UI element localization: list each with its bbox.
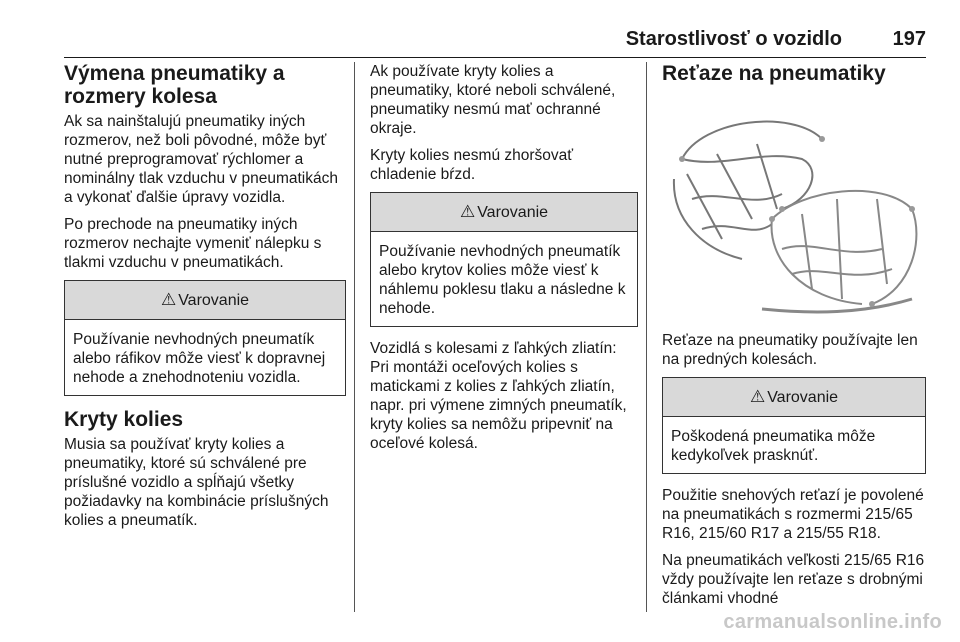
warning-icon: ⚠ (749, 387, 766, 406)
warning-text: Používanie nevhodných pneumatík alebo ráfikov môže viesť k dopravnej nehode a znehodnoteniu vozidla. (73, 331, 326, 386)
warning-box (370, 192, 638, 327)
paragraph: Kryty kolies nesmú zhoršovať chladenie bŕzd. (370, 147, 574, 183)
warning-icon: ⚠ (160, 290, 177, 309)
column-divider (646, 62, 647, 612)
paragraph: Vozidlá s kolesami z ľahkých zliatín: Pri montáži oceľových kolies s matickami z kolies z ľahkých zliatín, napr. pri výmene zimných pneumatík, kryty kolies sa nemôžu pripevniť na oceľové kolesá. (370, 340, 627, 452)
warning-label: Varovanie (178, 292, 250, 309)
warning-icon: ⚠ (459, 202, 476, 221)
section-heading-tires: Výmena pneumatiky a rozmery kolesa (64, 62, 285, 108)
column-1 (64, 62, 346, 538)
warning-text: Poškodená pneumatika môže kedykoľvek prasknúť. (671, 428, 876, 464)
warning-header (65, 281, 345, 320)
warning-text: Používanie nevhodných pneumatík alebo krytov kolies môže viesť k náhlemu poklesu tlaku a následne k nehode. (379, 243, 626, 317)
column-divider (354, 62, 355, 612)
paragraph: Ak sa nainštalujú pneumatiky iných rozmerov, než boli pôvodné, môže byť nutné preprogramovať rýchlomer a nominálny tlak vzduchu v pneumatikách a vykonať ďalšie úpravy vozidla. (64, 113, 338, 206)
paragraph: Ak používate kryty kolies a pneumatiky, ktoré neboli schválené, pneumatiky nesmú mať ochranné okraje. (370, 63, 616, 137)
header-rule (64, 57, 926, 58)
section-heading-wheel-covers: Kryty kolies (64, 408, 184, 431)
page-header (64, 22, 926, 52)
tire-chains-illustration (662, 99, 926, 321)
paragraph: Použitie snehových reťazí je povolené na pneumatikách s rozmermi 215/65 R16, 215/60 R17 a 215/55 R18. (662, 487, 924, 542)
paragraph: Na pneumatikách veľkosti 215/65 R16 vždy používajte len reťaze s drobnými článkami vhodné (662, 552, 925, 607)
warning-label: Varovanie (477, 204, 549, 221)
page-header-title: Starostlivosť o vozidlo (625, 28, 842, 50)
page-number: 197 (892, 28, 926, 50)
warning-box (662, 377, 926, 474)
section-heading-tire-chains: Reťaze na pneumatiky (662, 62, 886, 85)
paragraph: Po prechode na pneumatiky iných rozmerov nechajte vymeniť nálepku s tlakmi vzduchu v pneumatikách. (64, 216, 322, 271)
warning-box (64, 280, 346, 396)
column-3 (662, 62, 926, 616)
paragraph: Musia sa používať kryty kolies a pneumatiky, ktoré sú schválené pre príslušné vozidlo a spĺňajú všetky požiadavky na kombinácie príslušných kolies a pneumatík. (64, 436, 329, 529)
paragraph: Reťaze na pneumatiky používajte len na predných kolesách. (662, 332, 918, 368)
column-2 (370, 62, 638, 461)
warning-label: Varovanie (767, 389, 839, 406)
watermark: carmanualsonline.info (723, 611, 942, 633)
warning-header (371, 193, 637, 232)
warning-header (663, 378, 925, 417)
